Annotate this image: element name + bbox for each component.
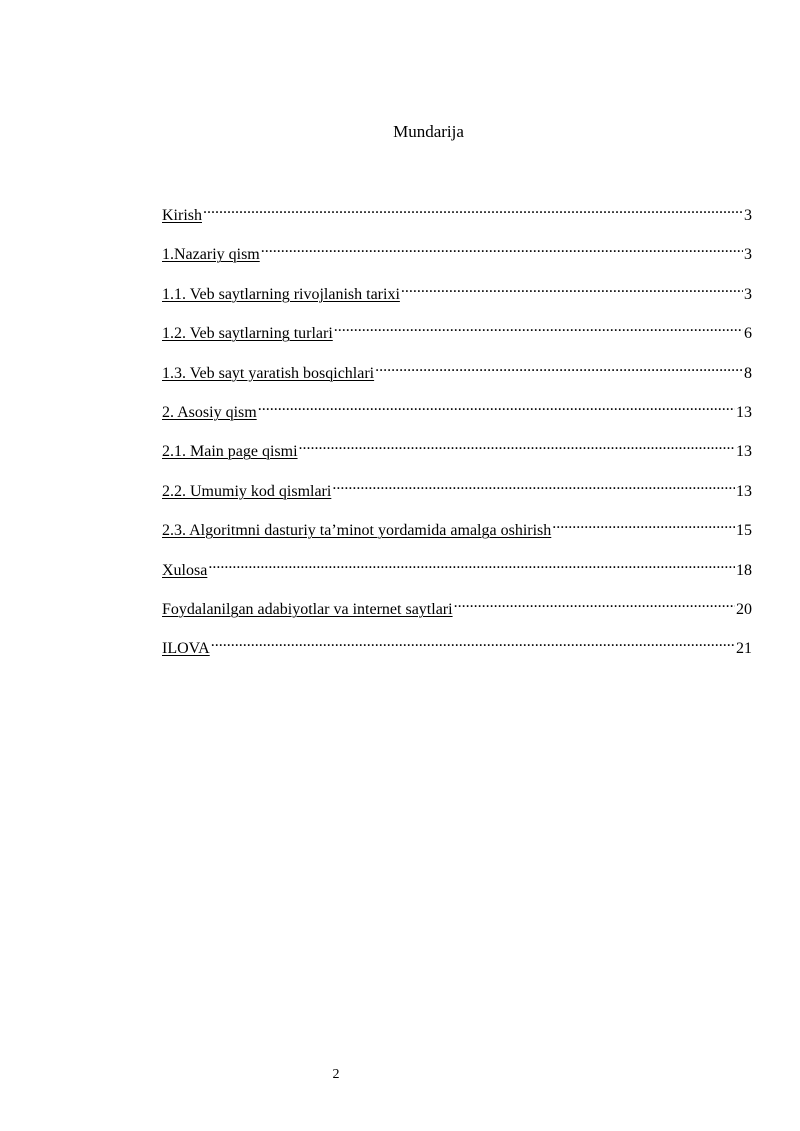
page-title: Mundarija [393,122,464,141]
toc-entry-adabiyotlar[interactable] [162,592,752,631]
toc-entry-page: 20 [736,600,752,618]
toc-entry-label[interactable]: 2.2. Umumiy kod qismlari [162,482,332,500]
toc-dot-leader [334,316,743,338]
toc-entry-kirish[interactable] [162,198,752,237]
toc-entry-ilova[interactable] [162,631,752,670]
toc-entry-rivojlanish-tarixi[interactable] [162,277,752,316]
toc-entry-page: 13 [736,443,752,461]
toc-entry-label[interactable]: 2.1. Main page qismi [162,443,298,461]
toc-dot-leader [375,356,743,378]
toc-dot-leader [261,237,743,259]
toc-dot-leader [454,592,735,614]
toc-entry-nazariy-qism[interactable] [162,237,752,276]
toc-entry-label[interactable]: Foydalanilgan adabiyotlar va internet saytlari [162,600,453,618]
toc-entry-page: 15 [736,522,752,540]
toc-dot-leader [211,631,735,653]
toc-entry-page: 13 [736,403,752,421]
toc-dot-leader [552,513,735,535]
page-number: 2 [332,1067,340,1082]
toc-entry-yaratish-bosqichlari[interactable] [162,356,752,395]
toc-entry-page: 3 [744,207,752,224]
toc-entry-page: 13 [736,482,752,500]
toc-dot-leader [401,277,743,299]
toc-entry-page: 3 [744,285,752,303]
toc-entry-page: 8 [744,364,752,382]
toc-entry-page: 6 [744,325,752,343]
toc-entry-label[interactable]: 1.2. Veb saytlarning turlari [162,325,333,343]
toc-dot-leader [208,553,735,575]
toc-entry-saytlar-turlari[interactable] [162,316,752,355]
toc-entry-label[interactable]: 2. Asosiy qism [162,403,257,421]
toc-entry-label[interactable]: 2.3. Algoritmni dasturiy ta’minot yordamida amalga oshirish [162,522,552,540]
toc-dot-leader [299,434,735,456]
toc-dot-leader [332,474,735,496]
toc-entry-page: 18 [736,561,752,579]
toc-entry-label[interactable]: ILOVA [162,640,210,658]
table-of-contents [162,198,752,671]
toc-entry-label[interactable]: Xulosa [162,561,208,579]
toc-entry-page: 3 [744,246,752,264]
toc-entry-kod-qismlari[interactable] [162,474,752,513]
toc-entry-asosiy-qism[interactable] [162,395,752,434]
toc-entry-label[interactable]: 1.3. Veb sayt yaratish bosqichlari [162,364,375,382]
toc-entry-label[interactable]: Kirish [162,207,202,224]
toc-dot-leader [203,198,743,220]
toc-entry-main-page[interactable] [162,434,752,473]
toc-entry-page: 21 [736,640,752,658]
toc-entry-label[interactable]: 1.1. Veb saytlarning rivojlanish tarixi [162,285,400,303]
toc-entry-algoritm[interactable] [162,513,752,552]
toc-entry-xulosa[interactable] [162,553,752,592]
toc-dot-leader [258,395,735,417]
toc-entry-label[interactable]: 1.Nazariy qism [162,246,260,264]
